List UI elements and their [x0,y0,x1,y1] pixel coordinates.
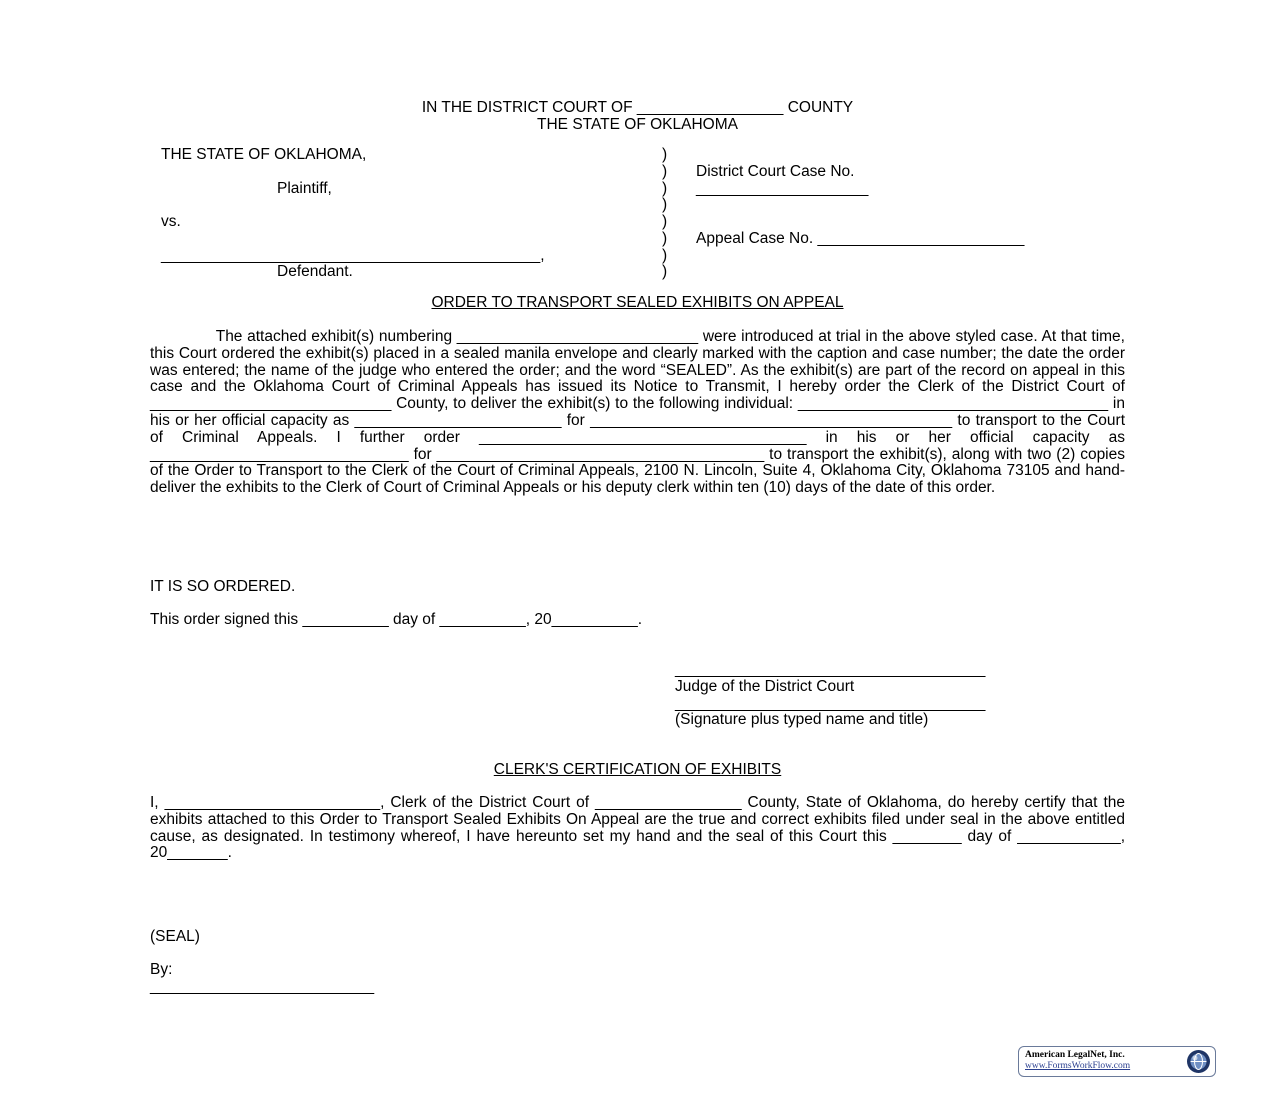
caption-divider: ) [662,263,668,280]
certification-title: CLERK'S CERTIFICATION OF EXHIBITS [493,761,782,778]
district-case-label: District Court Case No. [696,163,855,180]
order-title: ORDER TO TRANSPORT SEALED EXHIBITS ON APPEAL [431,294,844,311]
caption-divider: ) [662,247,668,264]
appeal-case-number-field[interactable]: Appeal Case No. ________________________ [696,230,1025,247]
defendant-name-line: ____________________________________________, [161,247,545,264]
caption-divider: ) [662,196,668,213]
court-header-line2: THE STATE OF OKLAHOMA [537,116,738,133]
plaintiff-label: Plaintiff, [277,180,332,197]
globe-icon [1186,1049,1211,1074]
so-ordered: IT IS SO ORDERED. [150,578,296,595]
caption-divider: ) [662,180,668,197]
signature-label: (Signature plus typed name and title) [675,711,929,728]
defendant-label: Defendant. [277,263,353,280]
caption-divider: ) [662,230,668,247]
court-header-line1: IN THE DISTRICT COURT OF _________________ COUNTY [421,99,854,116]
caption-divider: ) [662,163,668,180]
company-name: American LegalNet, Inc. [1025,1050,1125,1060]
judge-signature-line[interactable]: ____________________________________ [675,661,986,678]
signature-line[interactable]: ____________________________________ [675,695,986,712]
by-label: By: [150,961,173,978]
caption-divider: ) [662,146,668,163]
seal-label: (SEAL) [150,928,200,945]
district-case-number-field[interactable]: ____________________ [696,180,869,197]
company-url[interactable]: www.FormsWorkFlow.com [1025,1061,1131,1071]
versus-label: vs. [161,213,181,230]
by-signature-line[interactable]: __________________________ [150,978,375,995]
certification-body: I, _________________________, Clerk of the District Court of _________________ County, State of Oklahoma, do hereby certify that the exhibits attached to this Order to Transport Sealed Exhibits On Appeal are the true and correct exhibits filed under seal in the above entitled cause, as designated. In testimony whereof, I have hereunto set my hand and the seal of this Court this ________ day of ____________, 20_______. [150,794,1125,862]
judge-label: Judge of the District Court [675,678,855,695]
party-state: THE STATE OF OKLAHOMA, [161,146,367,163]
caption-divider: ) [662,213,668,230]
legalnet-logo[interactable] [1018,1046,1216,1077]
order-signed-date[interactable]: This order signed this __________ day of __________, 20__________. [150,611,643,628]
order-body: The attached exhibit(s) numbering ____________________________ were introduced at trial in the above styled case. At that time, this Court ordered the exhibit(s) placed in a sealed manila envelope and clearly marked with the caption and case number; the date the order was entered; the name of the judge who entered the order; and the word “SEALED”. As the exhibit(s) are part of the record on appeal in this case and the Oklahoma Court of Criminal Appeals has issued its Notice to Transmit, I hereby order the Clerk of the District Court of ____________________________ County, to deliver the exhibit(s) to the following individual: ____________________________________ in his or her official capacity as ________________________ for __________________________________________ to transport to the Court of Criminal Appeals. I further order ______________________________________ in his or her official capacity as ______________________________ for ______________________________________ to transport the exhibit(s), along with two (2) copies of the Order to Transport to the Clerk of the Court of Criminal Appeals, 2100 N. Lincoln, Suite 4, Oklahoma City, Oklahoma 73105 and hand-deliver the exhibits to the Clerk of Court of Criminal Appeals or his deputy clerk within ten (10) days of the date of this order. [150,328,1125,497]
